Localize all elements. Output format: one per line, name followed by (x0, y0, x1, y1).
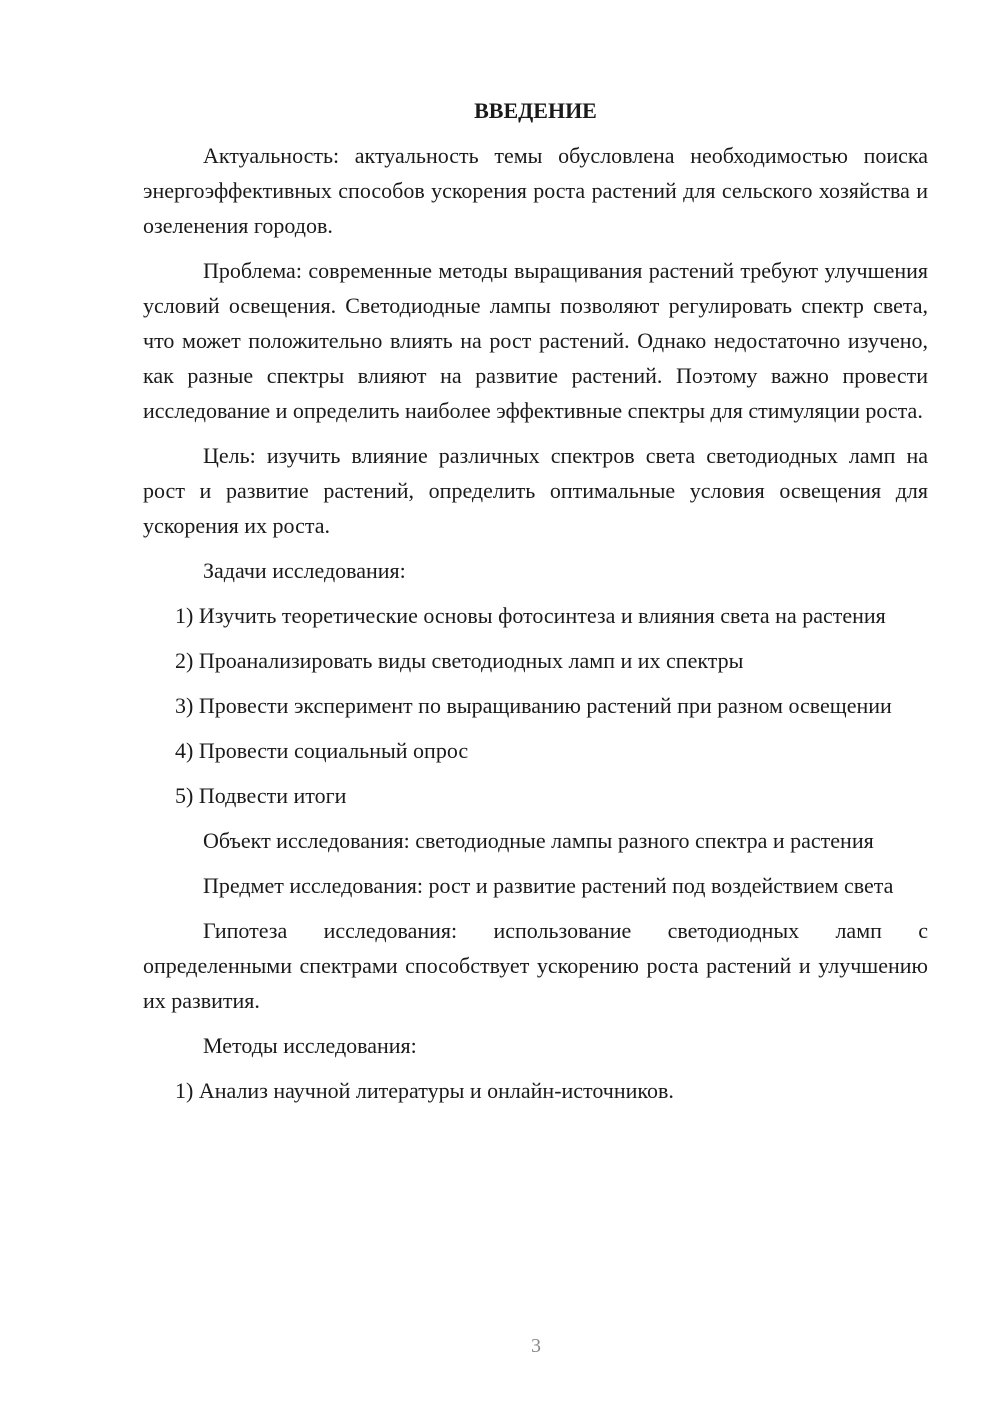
task-item-5: 5) Подвести итоги (175, 783, 347, 808)
paragraph-goal: Цель: изучить влияние различных спектров света светодиодных ламп на рост и развитие растений, определить оптимальные условия освещения для ускорения их роста. (143, 443, 928, 538)
page-content (143, 95, 928, 1108)
paragraph-subject: Предмет исследования: рост и развитие растений под воздействием света (203, 873, 894, 898)
tasks-title: Задачи исследования: (203, 558, 406, 583)
task-item-1: 1) Изучить теоретические основы фотосинтеза и влияния света на растения (175, 603, 886, 628)
methods-title: Методы исследования: (203, 1033, 417, 1058)
task-item-2: 2) Проанализировать виды светодиодных ламп и их спектры (175, 648, 744, 673)
paragraph-hypothesis: Гипотеза исследования: использование светодиодных ламп с определенными спектрами способствует ускорению роста растений и улучшению их развития. (143, 918, 928, 1013)
section-heading: ВВЕДЕНИЕ (474, 98, 597, 123)
paragraph-relevance: Актуальность: актуальность темы обусловлена необходимостью поиска энергоэффективных способов ускорения роста растений для сельского хозяйства и озеленения городов. (143, 143, 928, 238)
task-item-4: 4) Провести социальный опрос (175, 738, 469, 763)
task-item-3: 3) Провести эксперимент по выращиванию растений при разном освещении (175, 693, 892, 718)
paragraph-object: Объект исследования: светодиодные лампы разного спектра и растения (203, 828, 874, 853)
method-item-1: 1) Анализ научной литературы и онлайн-источников. (175, 1078, 674, 1103)
page-number: 3 (531, 1335, 541, 1357)
paragraph-problem: Проблема: современные методы выращивания растений требуют улучшения условий освещения. Светодиодные лампы позволяют регулировать спектр света, что может положительно влиять на рост растений. Однако недостаточно изучено, как разные спектры влияют на развитие растений. Поэтому важно провести исследование и определить наиболее эффективные спектры для стимуляции роста. (143, 258, 928, 423)
